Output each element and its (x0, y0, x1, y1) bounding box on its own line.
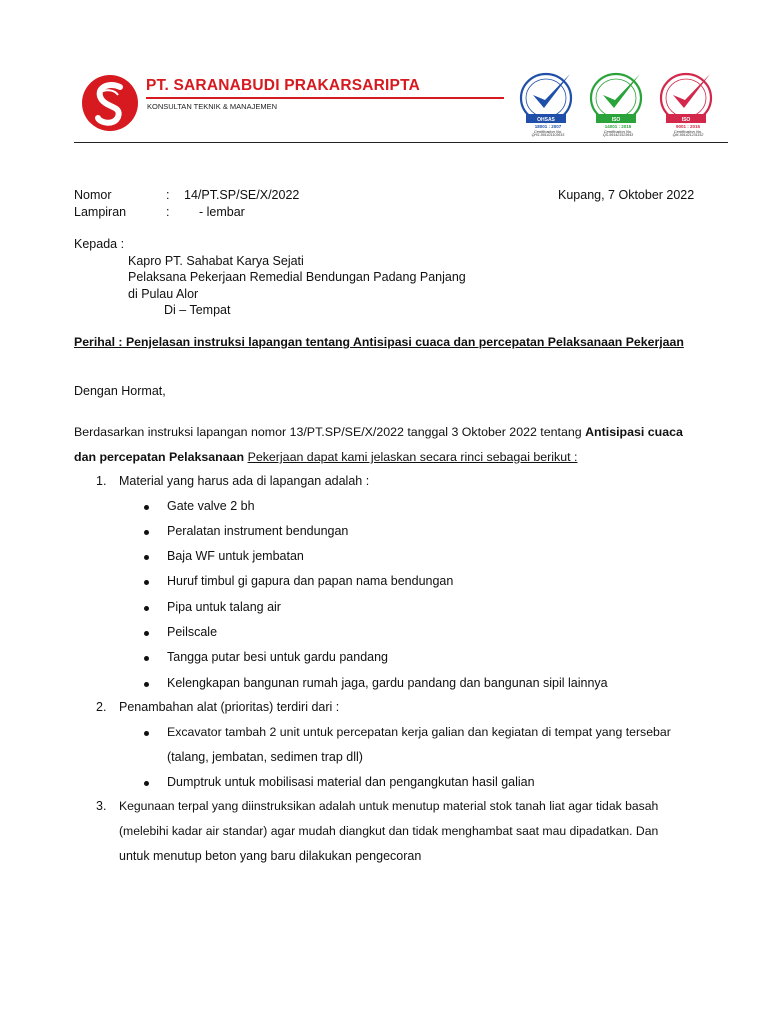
bullet-icon (144, 580, 149, 585)
nomor-colon: : (166, 188, 170, 202)
nomor-value: 14/PT.SP/SE/X/2022 (184, 188, 300, 202)
iso9001-check-icon (658, 68, 718, 124)
iso9001-cert-number: QM-991421231152 (672, 133, 704, 138)
ohsas-standard: 18001 : 2007 (534, 124, 562, 129)
greeting: Dengan Hormat, (74, 384, 166, 398)
iso14001-standard: 14001 : 2015 (604, 124, 632, 129)
nomor-label: Nomor (74, 188, 112, 202)
recipient-line-3: di Pulau Alor (128, 287, 199, 301)
section-1-title: Material yang harus ada di lapangan adalah : (119, 474, 370, 488)
section-1-item: Peilscale (167, 625, 218, 639)
iso14001-cert-number: QS-991421523643 (602, 133, 634, 138)
company-name: PT. SARANABUDI PRAKARSARIPTA (146, 77, 420, 94)
intro-line-2-underline: Pekerjaan dapat kami jelaskan secara rinci sebagai berikut : (247, 450, 578, 464)
bullet-icon (144, 682, 149, 687)
intro-line-1-plain: Berdasarkan instruksi lapangan nomor 13/PT.SP/SE/X/2022 tanggal 3 Oktober 2022 tentang (74, 425, 582, 439)
ohsas-badge-text (518, 125, 578, 138)
section-1-item: Gate valve 2 bh (167, 499, 255, 513)
intro-line-1-bold: Antisipasi cuaca (585, 425, 683, 439)
recipient-line-2: Pelaksana Pekerjaan Remedial Bendungan Padang Panjang (128, 270, 466, 284)
section-1-item: Huruf timbul gi gapura dan papan nama bendungan (167, 574, 454, 588)
company-logo-icon (80, 73, 140, 133)
section-3-line: Kegunaan terpal yang diinstruksikan adalah untuk menutup material stok tanah liat agar tidak basah (119, 799, 659, 813)
section-1-item: Tangga putar besi untuk gardu pandang (167, 650, 389, 664)
bullet-icon (144, 656, 149, 661)
ohsas-cert-number: QHS-991421103615 (531, 133, 565, 138)
bullet-icon (144, 631, 149, 636)
recipient-line-4: Di – Tempat (164, 303, 231, 317)
section-2-title: Penambahan alat (prioritas) terdiri dari : (119, 700, 340, 714)
ohsas-check-icon (518, 68, 578, 124)
ohsas-certification-badge (518, 68, 578, 138)
ohsas-badge-name: OHSAS (537, 117, 555, 123)
lampiran-colon: : (166, 205, 170, 219)
kepada-label: Kepada : (74, 237, 125, 251)
company-name-rule (146, 97, 504, 99)
lampiran-value: - lembar (199, 205, 245, 219)
iso14001-cert-label: Certification No. (603, 128, 633, 134)
intro-line-2-bold: dan percepatan Pelaksanaan (74, 450, 245, 464)
letter-date: Kupang, 7 Oktober 2022 (558, 188, 695, 202)
bullet-icon (144, 781, 149, 786)
ohsas-cert-label: Certification No. (533, 128, 563, 134)
section-1-item: Baja WF untuk jembatan (167, 549, 304, 563)
subject-line: Perihal : Penjelasan instruksi lapangan tentang Antisipasi cuaca dan percepatan Pelaksanaan Pekerjaan (74, 335, 684, 349)
section-3-line: (melebihi kadar air standar) agar mudah diangkut dan tidak menghambat saat mau dipadatkan. Dan (119, 824, 659, 838)
intro-line-1 (74, 425, 683, 439)
iso9001-cert-label: Certification No. (673, 128, 703, 134)
company-subtitle: KONSULTAN TEKNIK & MANAJEMEN (147, 102, 278, 111)
iso9001-certification-badge (658, 68, 718, 138)
section-1-item: Pipa untuk talang air (167, 600, 281, 614)
section-2-number: 2. (96, 700, 107, 714)
bullet-icon (144, 530, 149, 535)
header-divider (74, 142, 728, 143)
iso9001-badge-name: ISO (681, 117, 691, 123)
intro-line-2 (74, 450, 577, 464)
section-3-number: 3. (96, 799, 107, 813)
bullet-icon (144, 606, 149, 611)
iso14001-badge-text (588, 125, 648, 138)
section-2-item-continuation: (talang, jembatan, sedimen trap dll) (167, 750, 363, 764)
bullet-icon (144, 731, 149, 736)
section-2-item: Dumptruk untuk mobilisasi material dan pengangkutan hasil galian (167, 775, 535, 789)
bullet-icon (144, 505, 149, 510)
section-1-item: Peralatan instrument bendungan (167, 524, 349, 538)
letterhead (74, 58, 728, 142)
section-2-item: Excavator tambah 2 unit untuk percepatan kerja galian dan kegiatan di tempat yang tersebar (167, 725, 671, 739)
section-3-line: untuk menutup beton yang baru dilakukan pengecoran (119, 849, 422, 863)
iso14001-check-icon (588, 68, 648, 124)
iso14001-badge-name: ISO (611, 117, 621, 123)
recipient-line-1: Kapro PT. Sahabat Karya Sejati (128, 254, 304, 268)
bullet-icon (144, 555, 149, 560)
lampiran-label: Lampiran (74, 205, 127, 219)
section-1-item: Kelengkapan bangunan rumah jaga, gardu pandang dan bangunan sipil lainnya (167, 676, 608, 690)
iso9001-badge-text (658, 125, 718, 138)
iso14001-certification-badge (588, 68, 648, 138)
iso9001-standard: 9001 : 2015 (675, 124, 701, 129)
section-1-number: 1. (96, 474, 107, 488)
